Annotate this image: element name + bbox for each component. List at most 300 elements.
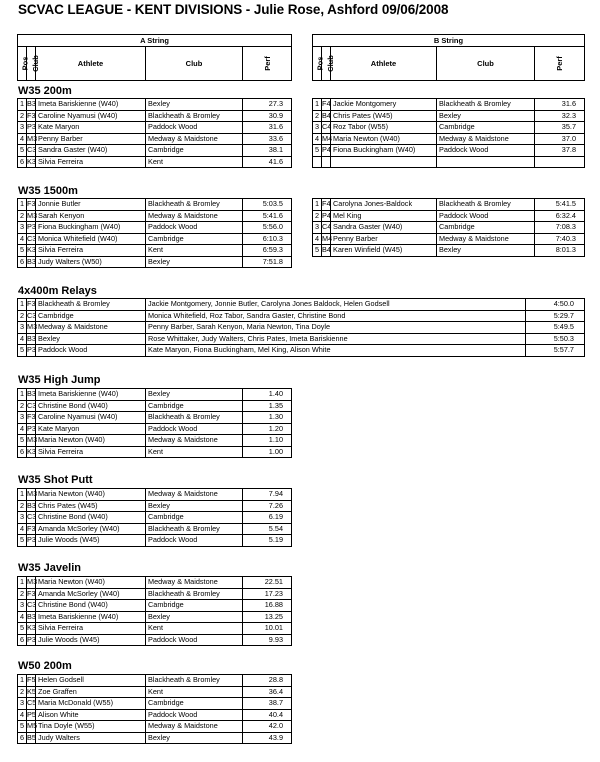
high-jump-results (17, 388, 292, 458)
performance-cell: 5:56.0 (243, 222, 292, 234)
athlete-header: Athlete (331, 47, 437, 81)
table-row (18, 535, 292, 547)
performance-cell (535, 156, 585, 168)
club-cell: Blackheath & Bromley (146, 199, 243, 211)
athlete-cell: Alison White (36, 709, 146, 721)
performance-cell: 5.54 (243, 523, 292, 535)
table-row (18, 156, 292, 168)
table-row (18, 122, 292, 134)
club-code-cell: P3 (27, 423, 36, 433)
athlete-cell: Carolyna Jones-Baldock (331, 199, 437, 211)
w35-200m-b-results (312, 98, 585, 168)
club-code-cell: M3 (27, 322, 38, 332)
performance-cell: 38.1 (243, 145, 292, 157)
athlete-cell: Sandra Gaster (W40) (331, 222, 437, 234)
club-code-cell: B3 (27, 611, 36, 621)
club-cell: Bexley (146, 389, 243, 401)
section-title: W35 Shot Putt (18, 474, 93, 486)
club-cell: Kent (146, 156, 243, 168)
performance-cell: 37.8 (535, 145, 585, 157)
club-cell: Paddock Wood (146, 122, 243, 134)
athlete-cell: Kate Maryon (36, 122, 146, 134)
club-cell: Medway & Maidstone (146, 435, 243, 447)
performance-cell: 1.35 (243, 400, 292, 412)
table-row (313, 233, 585, 245)
club-header: Club (146, 47, 243, 81)
team-members-cell: Monica Whitefield, Roz Tabor, Sandra Gaster, Christine Bond (146, 310, 526, 322)
performance-cell: 5:41.6 (243, 210, 292, 222)
performance-cell: 5:57.7 (526, 345, 585, 357)
club-code-cell (322, 156, 331, 168)
position-cell: 6 (18, 256, 27, 268)
table-row (18, 623, 292, 635)
performance-cell: 6.19 (243, 512, 292, 524)
athlete-cell: Silvia Ferreira (36, 156, 146, 168)
club-cell: Paddock Wood (146, 634, 243, 646)
performance-cell: 13.25 (243, 611, 292, 623)
athlete-cell: Jonnie Butler (36, 199, 146, 211)
athlete-cell: Judy Walters (W50) (36, 256, 146, 268)
table-row (18, 446, 292, 458)
position-cell: 5 (18, 435, 27, 447)
table-row (18, 310, 585, 322)
athlete-cell: Fiona Buckingham (W40) (331, 145, 437, 157)
athlete-cell: Tina Doyle (W55) (36, 721, 146, 733)
club-code-cell: B3 (27, 333, 36, 343)
position-cell: 6 (18, 446, 27, 458)
section-title: W35 1500m (18, 185, 78, 197)
athlete-cell: Imeta Bariskienne (W40) (36, 99, 146, 111)
performance-cell: 7.26 (243, 500, 292, 512)
athlete-cell: Imeta Bariskienne (W40) (36, 611, 146, 623)
club-cell: Paddock Wood (437, 210, 535, 222)
w35-200m-a-results (17, 98, 292, 168)
athlete-cell: Julie Woods (W45) (36, 535, 146, 547)
club-code-cell: F5 (27, 675, 36, 685)
athlete-cell: Silvia Ferreira (36, 245, 146, 257)
table-row (18, 675, 292, 687)
club-cell: Bexley (36, 333, 146, 345)
club-code-cell: F3 (27, 412, 36, 422)
position-cell: 1 (18, 489, 27, 501)
table-row (313, 210, 585, 222)
athlete-cell: Christine Bond (W40) (36, 400, 146, 412)
athlete-cell: Sarah Kenyon (36, 210, 146, 222)
position-cell: 3 (18, 412, 27, 424)
position-cell: 5 (313, 145, 322, 157)
position-cell: 3 (18, 600, 27, 612)
club-code-cell: C3 (27, 600, 37, 610)
club-code-cell: M3 (27, 577, 38, 587)
position-cell: 1 (18, 299, 27, 311)
club-cell: Kent (146, 245, 243, 257)
table-row (18, 299, 585, 311)
athlete-cell: Maria Newton (W40) (36, 489, 146, 501)
position-cell: 1 (18, 577, 27, 589)
team-members-cell: Jackie Montgomery, Jonnie Butler, Carolyna Jones Baldock, Helen Godsell (146, 299, 526, 311)
club-code-cell: M3 (27, 210, 38, 220)
performance-cell: 7.94 (243, 489, 292, 501)
w35-1500m-a-results (17, 198, 292, 268)
position-cell: 5 (18, 721, 27, 733)
club-header: Club (437, 47, 535, 81)
club-code-cell: C3 (27, 310, 37, 320)
club-cell: Kent (146, 446, 243, 458)
club-code-cell: M4 (322, 133, 333, 143)
athlete-cell: Penny Barber (331, 233, 437, 245)
table-row (18, 721, 292, 733)
club-cell: Cambridge (146, 600, 243, 612)
club-cell: Medway & Maidstone (146, 577, 243, 589)
position-cell: 3 (313, 222, 322, 234)
club-code-cell: F3 (27, 523, 36, 533)
table-row (313, 245, 585, 257)
table-row (18, 412, 292, 424)
athlete-cell: Christine Bond (W40) (36, 600, 146, 612)
club-code-cell: C5 (27, 698, 37, 708)
club-code-cell: C3 (27, 233, 37, 243)
athlete-cell: Maria Newton (W40) (36, 435, 146, 447)
position-cell: 2 (18, 588, 27, 600)
table-row (18, 245, 292, 257)
table-row (18, 423, 292, 435)
a-string-header (17, 34, 292, 81)
table-row (18, 709, 292, 721)
club-cell: Medway & Maidstone (146, 210, 243, 222)
athlete-cell: Caroline Nyamusi (W40) (36, 110, 146, 122)
club-cell: Bexley (146, 732, 243, 744)
club-cell: Kent (146, 623, 243, 635)
team-members-cell: Penny Barber, Sarah Kenyon, Maria Newton, Tina Doyle (146, 322, 526, 334)
club-code-cell: B4 (322, 245, 331, 255)
athlete-cell: Judy Walters (36, 732, 146, 744)
a-string-title: A String (18, 35, 292, 47)
position-cell: 2 (18, 400, 27, 412)
section-title: W35 200m (18, 85, 72, 97)
table-row (18, 133, 292, 145)
position-cell: 6 (18, 156, 27, 168)
section-title: W35 High Jump (18, 374, 101, 386)
table-row (313, 99, 585, 111)
performance-cell: 30.9 (243, 110, 292, 122)
club-cell: Medway & Maidstone (146, 133, 243, 145)
club-cell: Cambridge (146, 233, 243, 245)
table-row (18, 634, 292, 646)
team-members-cell: Kate Maryon, Fiona Buckingham, Mel King, Alison White (146, 345, 526, 357)
position-cell: 2 (18, 210, 27, 222)
table-row (18, 322, 585, 334)
club-code-cell: B3 (27, 99, 36, 109)
b-string-title: B String (313, 35, 585, 47)
club-cell: Bexley (146, 256, 243, 268)
table-row (18, 333, 585, 345)
club-cell: Blackheath & Bromley (146, 412, 243, 424)
club-cell: Bexley (146, 611, 243, 623)
table-row (313, 133, 585, 145)
performance-cell: 6:10.3 (243, 233, 292, 245)
club-code-cell: P5 (27, 709, 36, 719)
club-code-cell: P3 (27, 222, 36, 232)
position-cell: 5 (18, 623, 27, 635)
performance-cell: 41.6 (243, 156, 292, 168)
perf-header: Perf (243, 47, 292, 81)
club-cell: Blackheath & Bromley (146, 110, 243, 122)
athlete-cell: Mel King (331, 210, 437, 222)
position-cell: 3 (18, 698, 27, 710)
club-code-cell: P4 (322, 210, 331, 220)
performance-cell: 5.19 (243, 535, 292, 547)
athlete-cell: Julie Woods (W45) (36, 634, 146, 646)
club-code-cell: P3 (27, 122, 36, 132)
table-row (18, 110, 292, 122)
club-code-cell: B4 (322, 110, 331, 120)
club-cell (437, 156, 535, 168)
position-cell: 5 (18, 535, 27, 547)
club-code-cell: K3 (27, 245, 36, 255)
position-cell: 4 (18, 523, 27, 535)
table-row (313, 110, 585, 122)
pos-header: Pos (313, 47, 322, 81)
athlete-cell: Jackie Montgomery (331, 99, 437, 111)
club-cell: Cambridge (146, 512, 243, 524)
performance-cell: 5:03.5 (243, 199, 292, 211)
position-cell: 2 (18, 110, 27, 122)
club-code-header: Club (322, 47, 331, 81)
club-cell: Blackheath & Bromley (146, 588, 243, 600)
club-code-cell: M3 (27, 133, 38, 143)
club-code-header: Club (27, 47, 36, 81)
position-cell: 3 (18, 322, 27, 334)
club-code-cell: K3 (27, 623, 36, 633)
position-cell: 3 (18, 512, 27, 524)
club-code-cell: M3 (27, 435, 38, 445)
relays-results (17, 298, 585, 357)
club-cell: Blackheath & Bromley (437, 199, 535, 211)
table-row (18, 686, 292, 698)
club-code-cell: F3 (27, 199, 36, 209)
club-code-cell: C3 (27, 400, 37, 410)
table-row (18, 732, 292, 744)
club-cell: Bexley (146, 500, 243, 512)
performance-cell: 38.7 (243, 698, 292, 710)
position-cell: 4 (18, 233, 27, 245)
club-cell: Bexley (437, 110, 535, 122)
position-cell: 6 (18, 732, 27, 744)
table-row (313, 222, 585, 234)
athlete-cell: Caroline Nyamusi (W40) (36, 412, 146, 424)
pos-header: Pos (18, 47, 27, 81)
position-cell: 5 (18, 245, 27, 257)
athlete-cell: Maria Newton (W40) (36, 577, 146, 589)
athlete-cell: Zoe Graffen (36, 686, 146, 698)
club-cell: Medway & Maidstone (437, 133, 535, 145)
position-cell: 3 (313, 122, 322, 134)
performance-cell: 8:01.3 (535, 245, 585, 257)
club-code-cell: P4 (322, 145, 331, 155)
table-row (18, 389, 292, 401)
position-cell: 1 (313, 199, 322, 211)
club-code-cell: F4 (322, 199, 331, 209)
performance-cell: 42.0 (243, 721, 292, 733)
performance-cell: 28.8 (243, 675, 292, 687)
athlete-cell: Chris Pates (W45) (331, 110, 437, 122)
performance-cell: 22.51 (243, 577, 292, 589)
performance-cell: 5:49.5 (526, 322, 585, 334)
club-cell: Medway & Maidstone (146, 721, 243, 733)
table-row (313, 156, 585, 168)
performance-cell: 40.4 (243, 709, 292, 721)
performance-cell: 37.0 (535, 133, 585, 145)
position-cell: 1 (18, 199, 27, 211)
position-cell: 4 (18, 133, 27, 145)
performance-cell: 36.4 (243, 686, 292, 698)
club-code-cell: K5 (27, 686, 36, 696)
performance-cell: 27.3 (243, 99, 292, 111)
position-cell: 4 (18, 709, 27, 721)
table-row (313, 122, 585, 134)
position-cell: 1 (18, 99, 27, 111)
athlete-cell: Fiona Buckingham (W40) (36, 222, 146, 234)
athlete-cell: Monica Whitefield (W40) (36, 233, 146, 245)
performance-cell: 9.93 (243, 634, 292, 646)
position-cell: 4 (313, 233, 322, 245)
table-row (18, 698, 292, 710)
athlete-cell: Chris Pates (W45) (36, 500, 146, 512)
table-row (18, 600, 292, 612)
club-code-cell: P3 (27, 535, 36, 545)
position-cell: 6 (18, 634, 27, 646)
club-cell: Cambridge (146, 400, 243, 412)
table-row (18, 210, 292, 222)
club-cell: Paddock Wood (146, 222, 243, 234)
club-code-cell: C4 (322, 122, 332, 132)
athlete-cell: Maria Newton (W40) (331, 133, 437, 145)
athlete-cell: Penny Barber (36, 133, 146, 145)
club-code-cell: B3 (27, 389, 36, 399)
perf-header: Perf (535, 47, 585, 81)
table-row (18, 256, 292, 268)
table-row (18, 233, 292, 245)
position-cell: 3 (18, 222, 27, 234)
performance-cell: 7:08.3 (535, 222, 585, 234)
club-cell: Cambridge (437, 122, 535, 134)
club-cell: Paddock Wood (146, 423, 243, 435)
performance-cell: 31.6 (243, 122, 292, 134)
athlete-cell (331, 156, 437, 168)
performance-cell: 43.9 (243, 732, 292, 744)
position-cell: 3 (18, 122, 27, 134)
performance-cell: 35.7 (535, 122, 585, 134)
section-title: W35 Javelin (18, 562, 81, 574)
position-cell: 1 (18, 675, 27, 687)
club-cell: Cambridge (146, 698, 243, 710)
club-code-cell: M3 (27, 489, 38, 499)
club-cell: Paddock Wood (36, 345, 146, 357)
b-string-header (312, 34, 585, 81)
performance-cell: 1.30 (243, 412, 292, 424)
performance-cell: 1.40 (243, 389, 292, 401)
position-cell: 2 (313, 110, 322, 122)
position-cell: 4 (313, 133, 322, 145)
club-code-cell: P3 (27, 345, 36, 355)
performance-cell: 5:50.3 (526, 333, 585, 345)
club-cell: Medway & Maidstone (437, 233, 535, 245)
table-row (18, 588, 292, 600)
section-title: 4x400m Relays (18, 285, 97, 297)
performance-cell: 5:29.7 (526, 310, 585, 322)
position-cell: 5 (18, 145, 27, 157)
club-cell: Blackheath & Bromley (146, 675, 243, 687)
club-cell: Cambridge (437, 222, 535, 234)
club-code-cell: B5 (27, 732, 36, 742)
performance-cell: 16.88 (243, 600, 292, 612)
table-row (18, 435, 292, 447)
athlete-cell: Silvia Ferreira (36, 446, 146, 458)
club-cell: Bexley (437, 245, 535, 257)
club-code-cell: M4 (322, 233, 333, 243)
club-code-cell: C3 (27, 512, 37, 522)
club-code-cell: B3 (27, 500, 36, 510)
athlete-cell: Christine Bond (W40) (36, 512, 146, 524)
club-cell: Blackheath & Bromley (146, 523, 243, 535)
position-cell (313, 156, 322, 168)
club-code-cell: C3 (27, 145, 37, 155)
performance-cell: 7:40.3 (535, 233, 585, 245)
performance-cell: 17.23 (243, 588, 292, 600)
table-row (18, 611, 292, 623)
performance-cell: 33.6 (243, 133, 292, 145)
table-row (18, 500, 292, 512)
club-cell: Blackheath & Bromley (437, 99, 535, 111)
position-cell: 1 (313, 99, 322, 111)
club-code-cell: B3 (27, 256, 36, 266)
position-cell: 4 (18, 423, 27, 435)
table-row (18, 523, 292, 535)
table-row (18, 489, 292, 501)
table-row (18, 199, 292, 211)
athlete-cell: Imeta Bariskienne (W40) (36, 389, 146, 401)
athlete-cell: Amanda McSorley (W40) (36, 588, 146, 600)
table-row (18, 99, 292, 111)
w50-200m-results (17, 674, 292, 744)
performance-cell: 4:50.0 (526, 299, 585, 311)
shot-putt-results (17, 488, 292, 547)
athlete-cell: Helen Godsell (36, 675, 146, 687)
club-cell: Cambridge (36, 310, 146, 322)
club-cell: Medway & Maidstone (146, 489, 243, 501)
athlete-cell: Silvia Ferreira (36, 623, 146, 635)
club-cell: Paddock Wood (146, 535, 243, 547)
club-cell: Paddock Wood (437, 145, 535, 157)
javelin-results (17, 576, 292, 646)
club-code-cell: K3 (27, 446, 36, 456)
table-row (313, 199, 585, 211)
club-code-cell: F4 (322, 99, 331, 109)
position-cell: 4 (18, 611, 27, 623)
table-row (18, 400, 292, 412)
performance-cell: 6:59.3 (243, 245, 292, 257)
club-cell: Cambridge (146, 145, 243, 157)
club-code-cell: F3 (27, 299, 36, 309)
position-cell: 4 (18, 333, 27, 345)
club-cell: Medway & Maidstone (36, 322, 146, 334)
athlete-cell: Sandra Gaster (W40) (36, 145, 146, 157)
performance-cell: 7:51.8 (243, 256, 292, 268)
table-row (18, 512, 292, 524)
club-cell: Paddock Wood (146, 709, 243, 721)
club-code-cell: F3 (27, 110, 36, 120)
performance-cell: 6:32.4 (535, 210, 585, 222)
